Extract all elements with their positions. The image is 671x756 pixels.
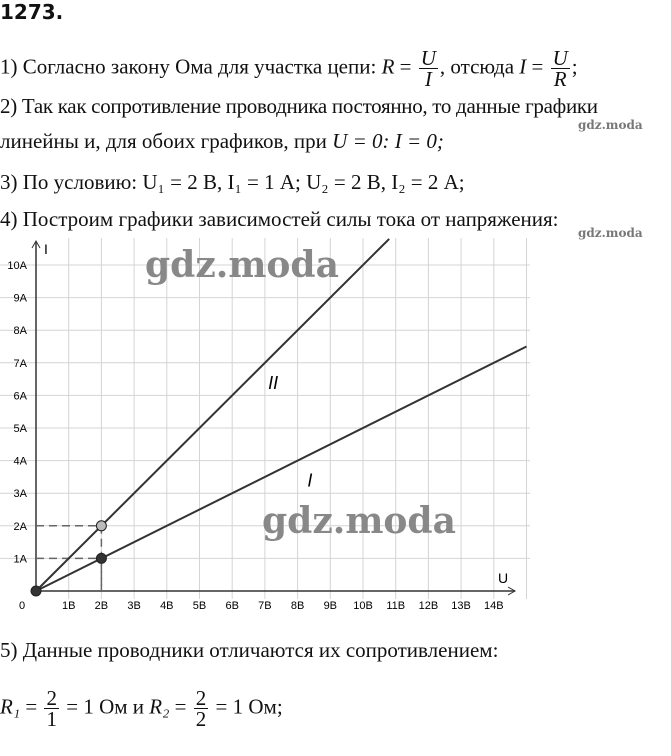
- y-tick-label: 9А: [13, 292, 27, 305]
- text: , отсюда: [439, 54, 520, 79]
- text: 1) Согласно закону Ома для участка цепи:: [0, 54, 382, 79]
- x-tick-label: 9В: [323, 600, 338, 612]
- fraction: [194, 688, 209, 729]
- series-label-II: II: [268, 372, 279, 393]
- den: I: [424, 67, 432, 91]
- formula: U = 0: I = 0;: [332, 129, 444, 153]
- num: U: [552, 46, 568, 70]
- chart: [0, 238, 530, 618]
- watermark: gdz.moda: [578, 118, 643, 132]
- x-tick-label: 13В: [451, 600, 471, 612]
- fraction: [44, 688, 59, 729]
- data-point: [96, 553, 106, 563]
- text: = 1 Ом;: [210, 694, 283, 719]
- x-tick-label: 8В: [290, 600, 305, 612]
- x-tick-label: 6В: [225, 600, 239, 612]
- text: = 1 Ом и: [60, 694, 150, 719]
- x-tick-label: 7В: [258, 600, 272, 612]
- fraction: [419, 48, 438, 89]
- data-point: [31, 586, 41, 596]
- line-2: 2) Так как сопротивление проводника постоянно, то данные графики: [0, 94, 598, 118]
- watermark: gdz.moda: [262, 500, 456, 542]
- den: 1: [46, 707, 57, 731]
- den: 2: [195, 707, 207, 731]
- line-2b: [0, 129, 444, 153]
- num: 2: [195, 686, 207, 710]
- text: =: [169, 694, 192, 719]
- text: ;: [571, 54, 578, 79]
- line-5: 5) Данные проводники отличаются их сопротивлением:: [0, 638, 499, 662]
- line-3: 3) По условию: U₁ = 2 В, I₁ = 1 А; U₂ = 2 В, I₂ = 2 А;: [0, 170, 465, 194]
- problem-number: 1273.: [0, 0, 64, 24]
- watermark: gdz.moda: [145, 244, 339, 286]
- var: R₂: [149, 694, 170, 719]
- x-tick-label: 14В: [484, 600, 504, 612]
- y-tick-label: 2А: [13, 520, 27, 533]
- y-tick-label: 5А: [13, 423, 27, 435]
- line-6: [0, 688, 283, 729]
- num: 2: [46, 686, 57, 710]
- den: R: [553, 67, 567, 91]
- x-tick-label: 11В: [386, 600, 406, 612]
- series-line-I: [36, 347, 527, 592]
- text: линейны и, для обоих графиков, при: [0, 129, 333, 153]
- watermark: gdz.moda: [578, 226, 643, 240]
- text: =: [526, 54, 549, 79]
- y-axis-label: I: [44, 241, 48, 257]
- y-tick-label: 8А: [13, 325, 27, 338]
- x-tick-label: 5В: [192, 600, 207, 612]
- x-tick-label: 0: [18, 600, 26, 612]
- x-tick-label: 3В: [127, 600, 141, 612]
- y-tick-label: 10А: [7, 260, 27, 272]
- fraction: [551, 48, 570, 89]
- text: =: [20, 694, 43, 719]
- x-tick-label: 4В: [160, 600, 174, 612]
- line-1: [0, 48, 578, 89]
- x-axis-label: U: [498, 570, 509, 586]
- x-tick-label: 1В: [61, 600, 76, 612]
- y-tick-label: 1А: [13, 553, 27, 566]
- y-tick-label: 6А: [13, 390, 27, 403]
- var: I: [519, 54, 527, 79]
- x-tick-label: 10В: [353, 600, 373, 612]
- var: R: [381, 54, 395, 79]
- num: U: [420, 46, 436, 70]
- x-tick-label: 12В: [418, 600, 439, 612]
- text: =: [394, 54, 417, 79]
- y-tick-label: 4А: [13, 455, 27, 468]
- data-point: [96, 521, 106, 531]
- series-label-I: I: [307, 470, 313, 491]
- x-tick-label: 2В: [94, 600, 109, 612]
- var: R₁: [0, 694, 21, 719]
- y-tick-label: 7А: [13, 357, 27, 370]
- line-4: 4) Построим графики зависимостей силы тока от напряжения:: [0, 207, 559, 231]
- y-tick-label: 3А: [13, 488, 27, 501]
